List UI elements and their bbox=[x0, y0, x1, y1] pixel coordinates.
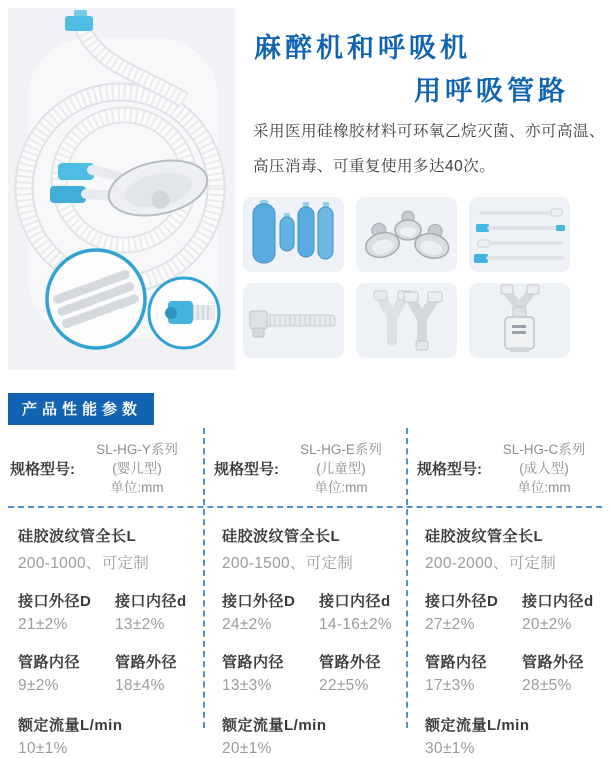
port-inner-label: 接口内径d bbox=[115, 593, 187, 610]
spec-column-adult bbox=[407, 428, 610, 758]
spec-header bbox=[0, 428, 203, 497]
pipe-diameter-row bbox=[425, 651, 602, 695]
spec-body bbox=[204, 525, 407, 758]
spec-model-label: 规格型号: bbox=[214, 461, 279, 478]
pipe-outer-label: 管路外径 bbox=[319, 654, 382, 671]
zoom-callout-connector bbox=[149, 278, 219, 348]
gallery-tile-suction-catheters bbox=[469, 197, 570, 272]
spec-model-label: 规格型号: bbox=[10, 461, 75, 478]
pipe-diameter-row bbox=[18, 651, 195, 695]
rated-flow-row bbox=[18, 714, 195, 758]
pipe-outer-cell bbox=[319, 651, 399, 695]
pipe-inner-cell bbox=[222, 651, 319, 695]
series-name: SL-HG-Y系列 bbox=[96, 442, 178, 457]
spec-header bbox=[407, 428, 610, 497]
gallery-tile-water-trap-y-piece bbox=[469, 283, 570, 358]
series-info bbox=[482, 440, 606, 497]
pipe-outer-value: 18±4% bbox=[115, 677, 165, 694]
accessory-gallery bbox=[243, 197, 570, 358]
port-outer-value: 24±2% bbox=[222, 616, 272, 633]
rated-flow-value: 30±1% bbox=[425, 740, 475, 757]
port-inner-label: 接口内径d bbox=[319, 593, 391, 610]
pipe-outer-value: 28±5% bbox=[522, 677, 572, 694]
tube-length-value: 200-1000、可定制 bbox=[18, 555, 150, 572]
series-type: (儿童型) bbox=[316, 461, 366, 476]
pipe-inner-label: 管路内径 bbox=[425, 654, 488, 671]
series-name: SL-HG-E系列 bbox=[300, 442, 382, 457]
suction-catheters-image bbox=[469, 197, 570, 272]
page-title-line1: 麻醉机和呼吸机 bbox=[254, 33, 471, 63]
port-outer-label: 接口外径D bbox=[222, 593, 296, 610]
spec-column-infant bbox=[0, 428, 203, 758]
port-inner-value: 14-16±2% bbox=[319, 616, 392, 633]
spec-body bbox=[407, 525, 610, 758]
port-inner-label: 接口内径d bbox=[522, 593, 594, 610]
series-unit: 单位:mm bbox=[314, 480, 368, 495]
description-line1: 采用医用硅橡胶材料可环氧乙烷灭菌、亦可高温、 bbox=[253, 123, 606, 140]
pipe-inner-value: 13±3% bbox=[222, 677, 272, 694]
port-outer-label: 接口外径D bbox=[425, 593, 499, 610]
tube-length-label: 硅胶波纹管全长L bbox=[18, 528, 137, 545]
pipe-inner-cell bbox=[18, 651, 115, 695]
rated-flow-label: 额定流量L/min bbox=[222, 717, 327, 734]
rated-flow-value: 10±1% bbox=[18, 740, 68, 757]
series-type: (成人型) bbox=[519, 461, 569, 476]
pipe-outer-label: 管路外径 bbox=[522, 654, 585, 671]
spec-model-label: 规格型号: bbox=[417, 461, 482, 478]
breathing-bags-image bbox=[243, 197, 344, 272]
rated-flow-row bbox=[222, 714, 399, 758]
description-line2: 高压消毒、可重复使用多达40次。 bbox=[253, 158, 496, 175]
port-outer-value: 27±2% bbox=[425, 616, 475, 633]
port-inner-value: 13±2% bbox=[115, 616, 165, 633]
tube-length-label: 硅胶波纹管全长L bbox=[222, 528, 341, 545]
tube-length-value: 200-2000、可定制 bbox=[425, 555, 557, 572]
series-info bbox=[75, 440, 199, 497]
port-outer-cell bbox=[18, 590, 115, 634]
pipe-inner-label: 管路内径 bbox=[222, 654, 285, 671]
port-diameter-row bbox=[18, 590, 195, 634]
port-outer-label: 接口外径D bbox=[18, 593, 92, 610]
port-diameter-row bbox=[425, 590, 602, 634]
port-inner-cell bbox=[522, 590, 602, 634]
port-inner-value: 20±2% bbox=[522, 616, 572, 633]
spec-header bbox=[204, 428, 407, 497]
performance-section-header: 产品性能参数 bbox=[8, 393, 154, 425]
tube-length-value: 200-1500、可定制 bbox=[222, 555, 354, 572]
y-connectors-image bbox=[356, 283, 457, 358]
pipe-outer-label: 管路外径 bbox=[115, 654, 178, 671]
series-type: (婴儿型) bbox=[112, 461, 162, 476]
pipe-inner-value: 17±3% bbox=[425, 677, 475, 694]
zoom-callout-corrugation bbox=[47, 250, 145, 348]
hero-product-photo bbox=[8, 8, 235, 370]
port-outer-cell bbox=[425, 590, 522, 634]
port-inner-cell bbox=[319, 590, 399, 634]
rated-flow-label: 额定流量L/min bbox=[18, 717, 123, 734]
rated-flow-label: 额定流量L/min bbox=[425, 717, 530, 734]
gallery-tile-breathing-bags bbox=[243, 197, 344, 272]
port-inner-cell bbox=[115, 590, 195, 634]
pipe-inner-value: 9±2% bbox=[18, 677, 59, 694]
gallery-tile-corrugated-elbow-tube bbox=[243, 283, 344, 358]
port-diameter-row bbox=[222, 590, 399, 634]
pipe-outer-value: 22±5% bbox=[319, 677, 369, 694]
pipe-outer-cell bbox=[522, 651, 602, 695]
pipe-inner-cell bbox=[425, 651, 522, 695]
port-outer-value: 21±2% bbox=[18, 616, 68, 633]
spec-body bbox=[0, 525, 203, 758]
anesthesia-masks-image bbox=[356, 197, 457, 272]
pipe-inner-label: 管路内径 bbox=[18, 654, 81, 671]
pipe-diameter-row bbox=[222, 651, 399, 695]
series-info bbox=[279, 440, 403, 497]
tube-length-row bbox=[425, 525, 602, 573]
series-unit: 单位:mm bbox=[110, 480, 164, 495]
breathing-circuit-illustration bbox=[8, 8, 235, 370]
gallery-tile-y-connectors bbox=[356, 283, 457, 358]
rated-flow-row bbox=[425, 714, 602, 758]
tube-length-label: 硅胶波纹管全长L bbox=[425, 528, 544, 545]
rated-flow-value: 20±1% bbox=[222, 740, 272, 757]
spec-column-child bbox=[204, 428, 407, 758]
series-name: SL-HG-C系列 bbox=[502, 442, 586, 457]
port-outer-cell bbox=[222, 590, 319, 634]
product-description bbox=[253, 114, 605, 184]
water-trap-y-piece-image bbox=[469, 283, 570, 358]
tube-length-row bbox=[222, 525, 399, 573]
series-unit: 单位:mm bbox=[517, 480, 571, 495]
tube-length-row bbox=[18, 525, 195, 573]
page-title-line2: 用呼吸管路 bbox=[414, 76, 569, 106]
pipe-outer-cell bbox=[115, 651, 195, 695]
gallery-tile-anesthesia-masks bbox=[356, 197, 457, 272]
corrugated-elbow-tube-image bbox=[243, 283, 344, 358]
